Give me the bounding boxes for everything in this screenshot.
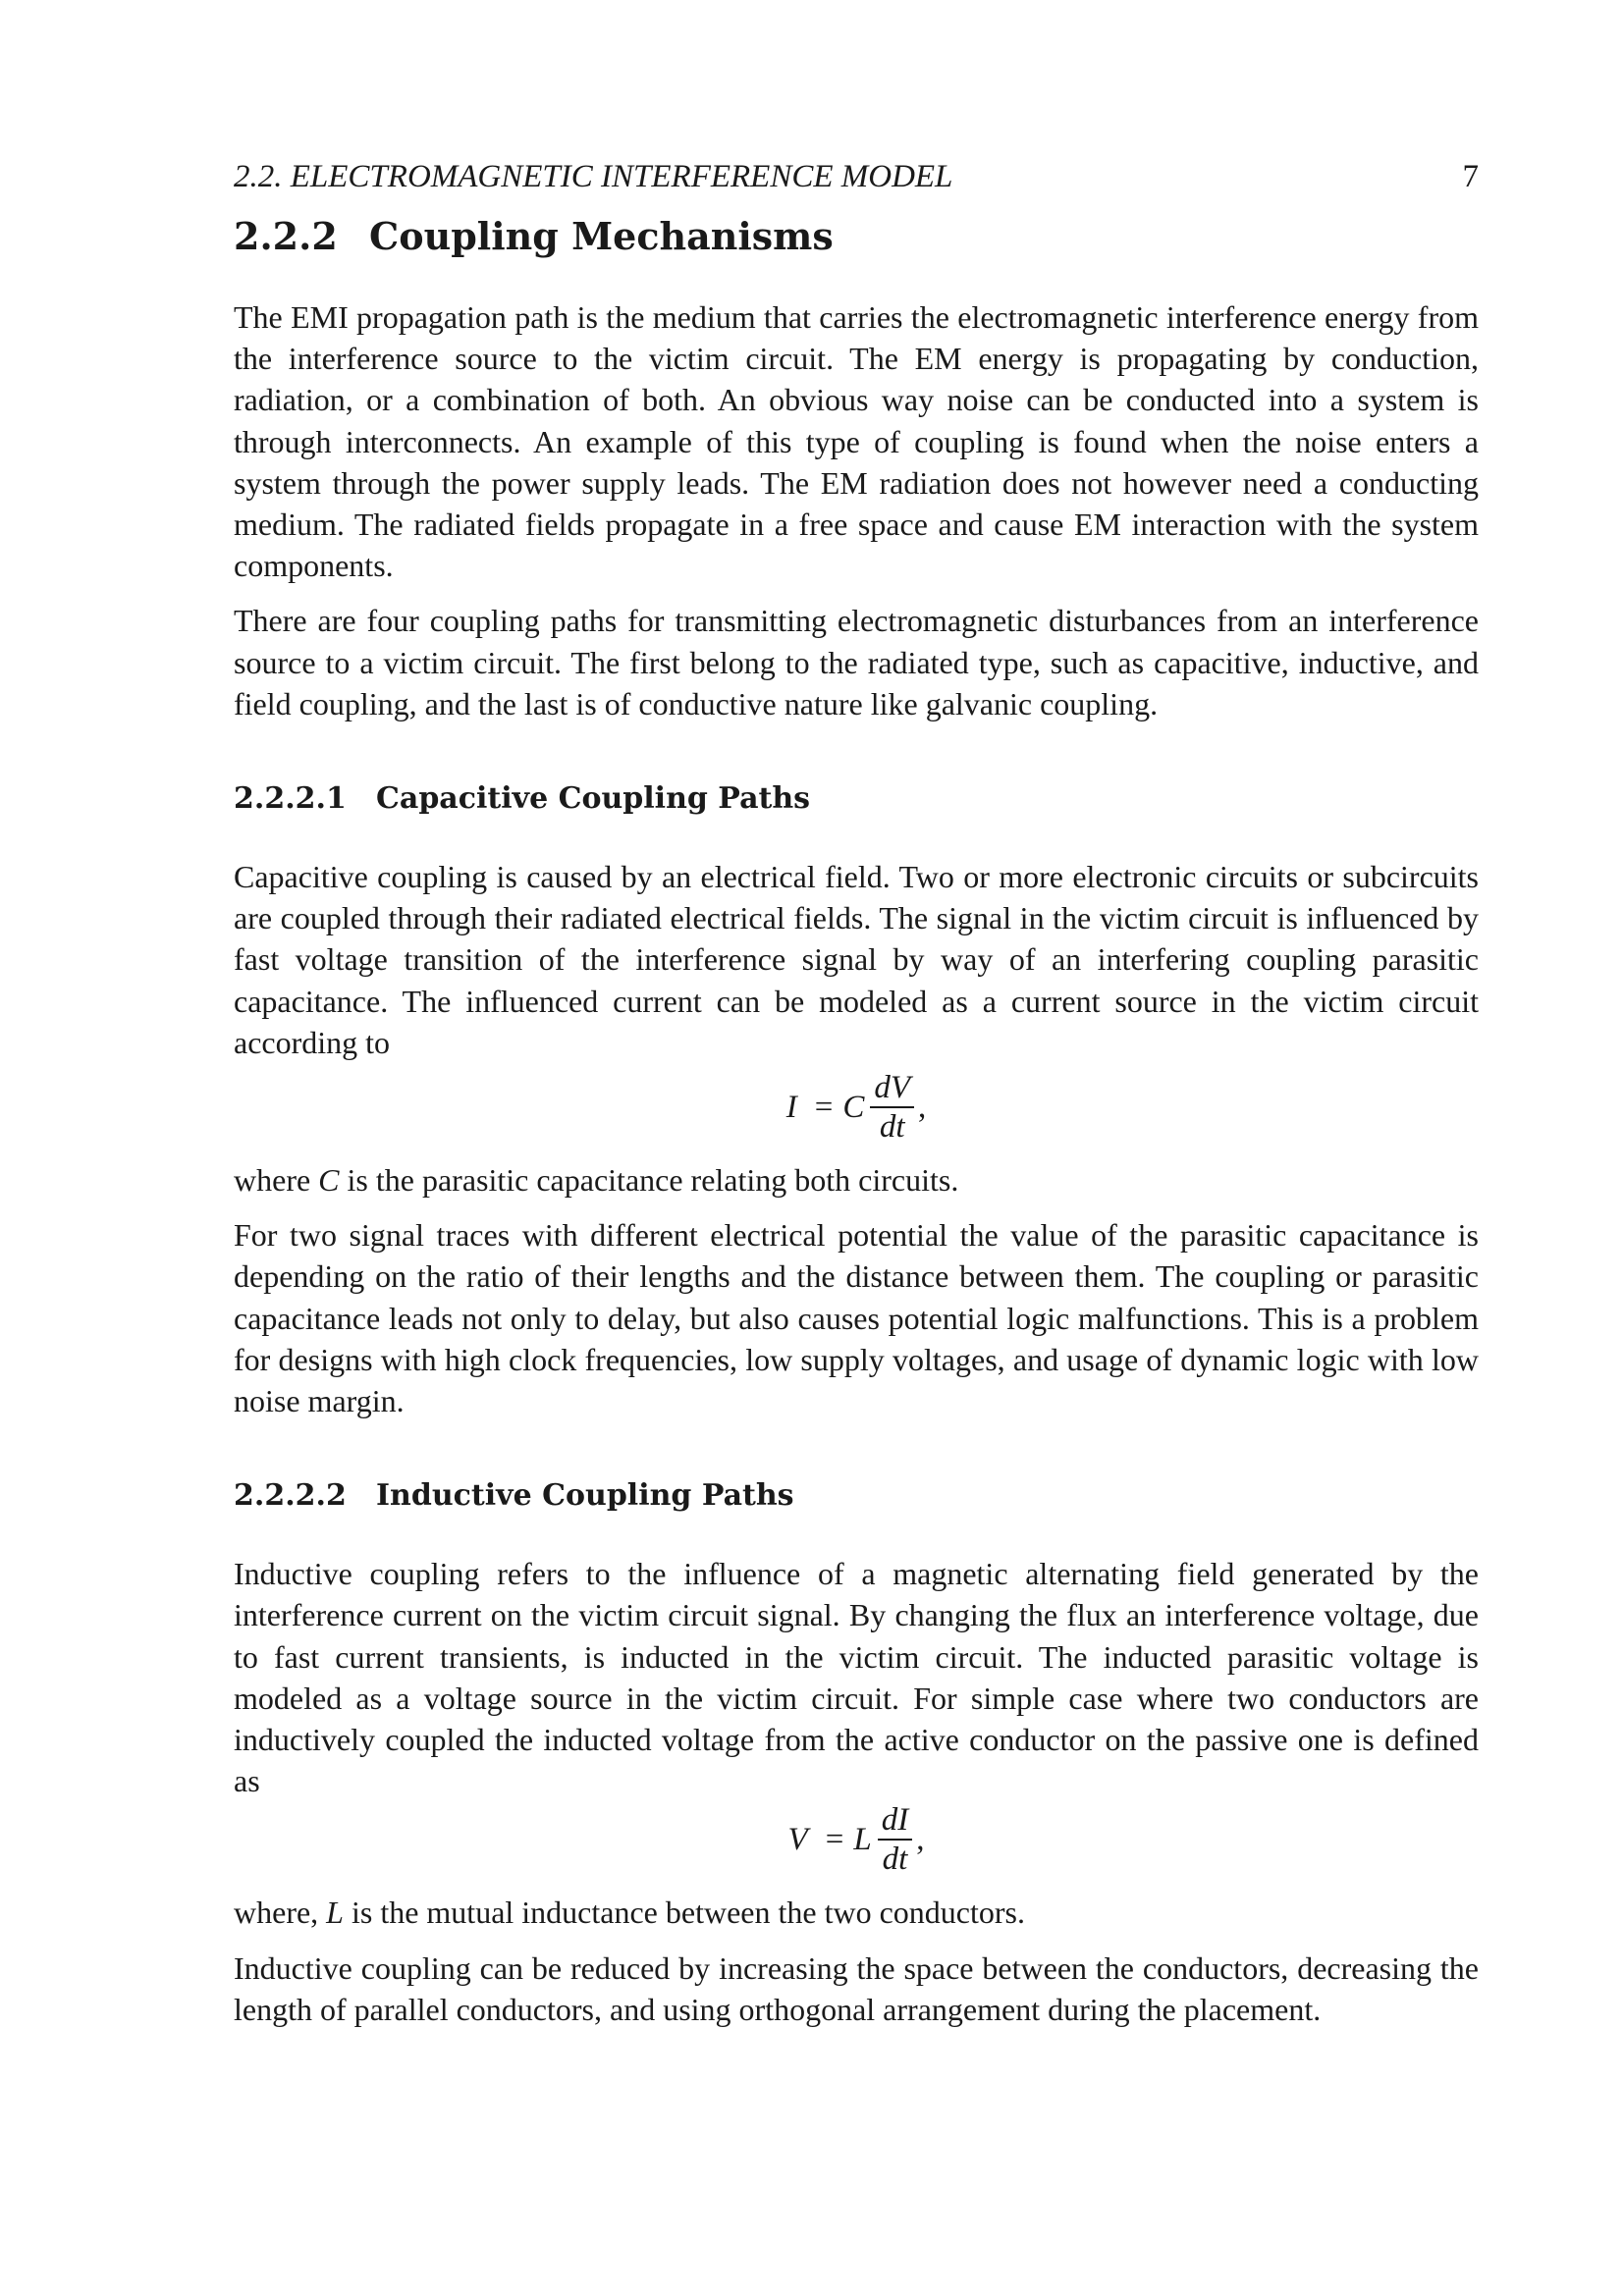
capacitive-equation — [234, 1069, 1479, 1146]
capacitive-where — [234, 1159, 1479, 1201]
inductive-where — [234, 1892, 1479, 1933]
page-content — [234, 157, 1479, 2044]
inductive-where-suffix: is the mutual inductance between the two conductors. — [343, 1895, 1025, 1931]
eq2-numerator: dI — [878, 1801, 913, 1841]
eq1-numerator: dV — [870, 1069, 914, 1108]
inductive-paragraph-1: Inductive coupling refers to the influence of a magnetic alternating field generated by the interference current on the victim circuit signal. By changing the flux an interference voltage, due to fast current transients, is inducted in the victim circuit. The inducted parasitic voltage is modeled as a voltage source in the victim circuit. For simple case where two conductors are inductively coupled the inducted voltage from the active conductor on the passive one is defined as — [234, 1556, 1479, 1799]
eq2-equals: = — [825, 1821, 844, 1857]
inductive-heading — [234, 1476, 1479, 1516]
eq2-denominator: dt — [882, 1842, 908, 1878]
capacitive-paragraph-1: Capacitive coupling is caused by an electrical field. Two or more electronic circuits or subcircuits are coupled through their radiated electrical fields. The signal in the victim circuit is influenced by fast voltage transition of the interference signal by way of an interfering coupling parasitic capacitance. The influenced current can be modeled as a current source in the victim circuit according to — [234, 859, 1479, 1060]
inductive-number: 2.2.2.2 — [234, 1478, 347, 1514]
inductive-where-var: L — [326, 1895, 344, 1931]
section-paragraph-2: There are four coupling paths for transmitting electromagnetic disturbances from an interference source to a victim circuit. The first belong to the radiated type, such as capacitive, inductive, and field coupling, and the last is of conductive nature like galvanic coupling. — [234, 603, 1479, 721]
capacitive-where-var: C — [318, 1162, 340, 1199]
running-title: 2.2. ELECTROMAGNETIC INTERFERENCE MODEL — [234, 159, 953, 194]
eq1-equals: = — [814, 1089, 834, 1125]
eq1-fraction — [870, 1069, 914, 1146]
capacitive-paragraph-2: For two signal traces with different electrical potential the value of the parasitic capacitance is depending on the ratio of their lengths and the distance between them. The coupling or parasitic capacitance leads not only to delay, but also causes potential logic malfunctions. This is a problem for designs with high clock frequencies, low supply voltages, and usage of dynamic logic with low noise margin. — [234, 1217, 1479, 1419]
inductive-equation — [234, 1801, 1479, 1878]
capacitive-where-suffix: is the parasitic capacitance relating both circuits. — [339, 1162, 959, 1199]
eq1-denominator: dt — [879, 1109, 905, 1146]
capacitive-where-prefix: where — [234, 1162, 319, 1199]
capacitive-title: Capacitive Coupling Paths — [376, 781, 811, 817]
inductive-where-prefix: where, — [234, 1895, 327, 1931]
capacitive-number: 2.2.2.1 — [234, 781, 347, 817]
section-number: 2.2.2 — [234, 214, 338, 258]
page-number: 7 — [1462, 159, 1479, 194]
section-paragraph-1: The EMI propagation path is the medium that carries the electromagnetic interference energy from the interference source to the victim circuit. The EM energy is propagating by conduction, radiation, or a combination of both. An obvious way noise can be conducted into a system is through interconnects. An example of this type of coupling is found when the noise enters a system through the power supply leads. The EM radiation does not however need a conducting medium. The radiated fields propagate in a free space and cause EM interaction with the system components. — [234, 299, 1479, 584]
section-heading — [234, 214, 1479, 259]
running-header — [234, 157, 1479, 196]
inductive-title: Inductive Coupling Paths — [376, 1478, 794, 1514]
eq2-fraction — [878, 1801, 913, 1878]
eq1-lhs: I — [785, 1089, 797, 1125]
capacitive-heading — [234, 779, 1479, 819]
eq1-coefficient: C — [842, 1089, 865, 1125]
eq1-comma: , — [918, 1089, 927, 1125]
eq2-lhs: V — [787, 1821, 808, 1857]
eq2-comma: , — [916, 1821, 925, 1857]
inductive-paragraph-2: Inductive coupling can be reduced by increasing the space between the conductors, decreasing the length of parallel conductors, and using orthogonal arrangement during the placement. — [234, 1949, 1479, 2027]
eq2-coefficient: L — [853, 1821, 872, 1857]
section-title: Coupling Mechanisms — [369, 214, 834, 258]
